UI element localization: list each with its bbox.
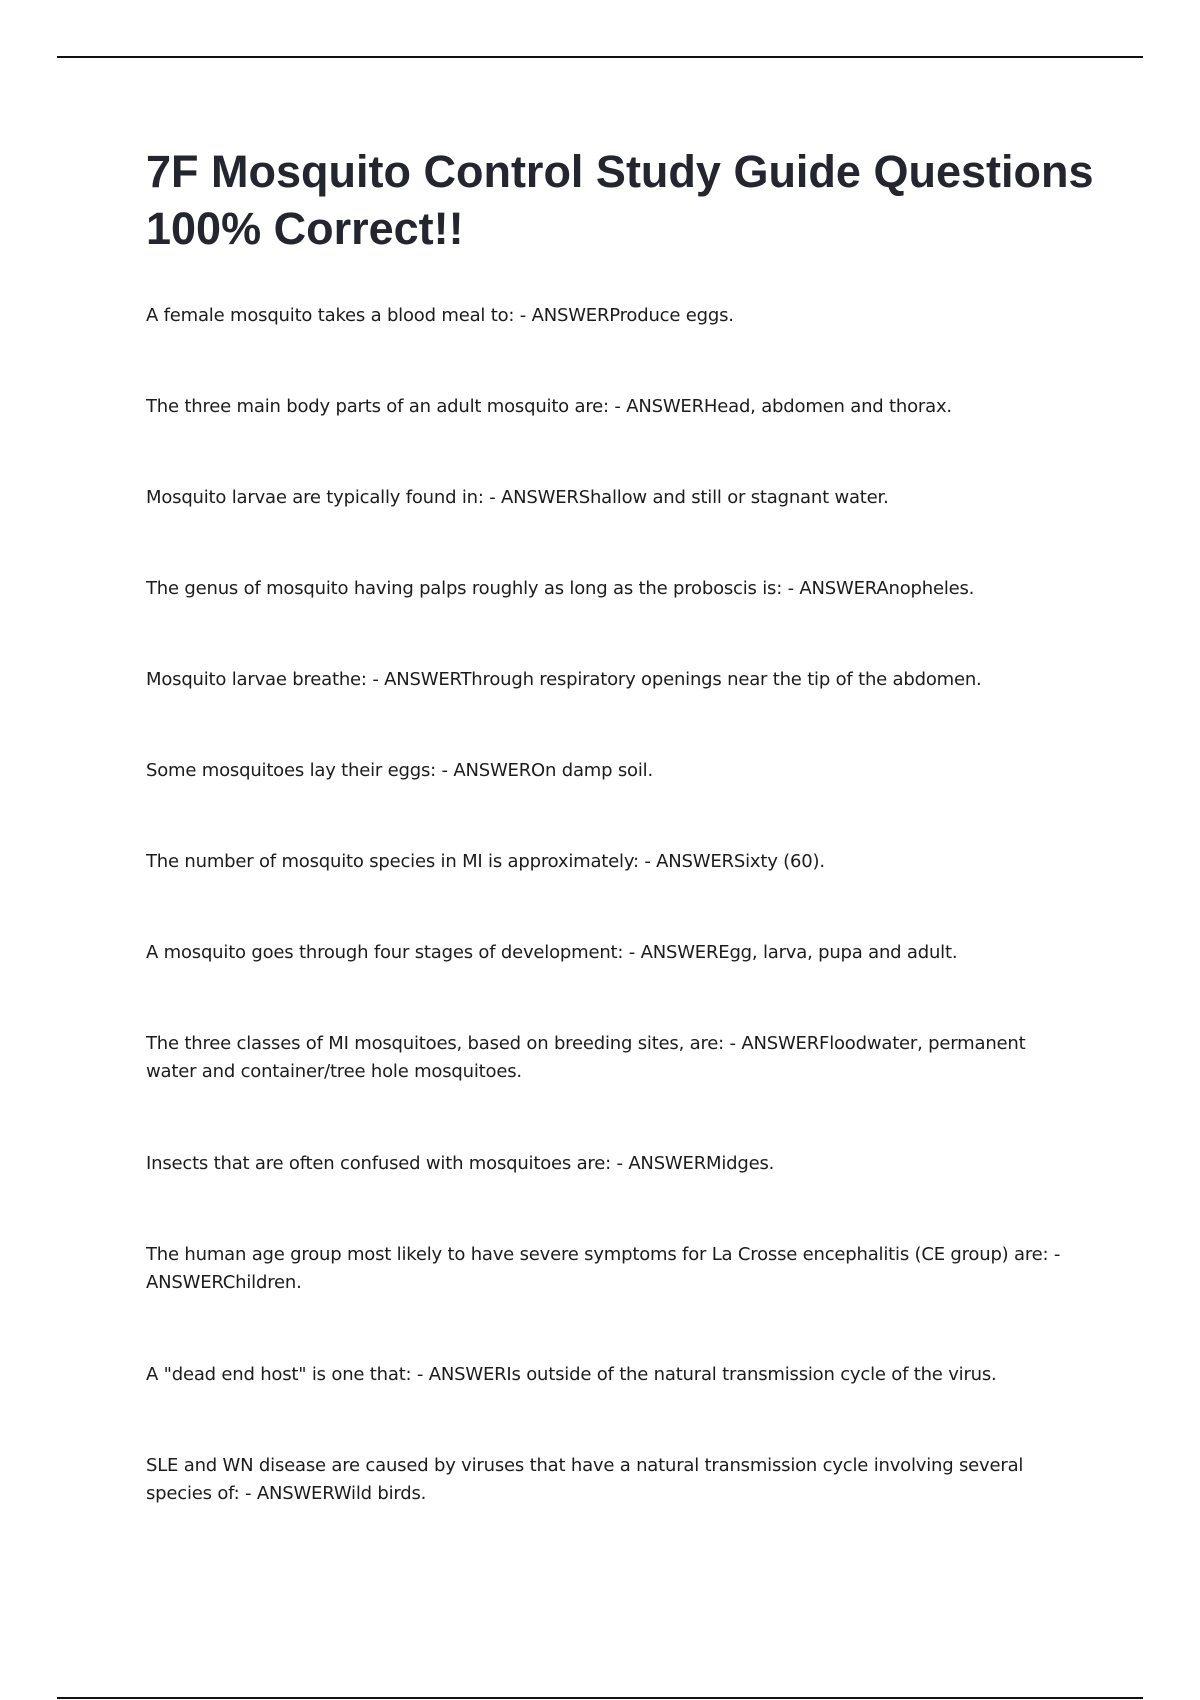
qa-item: The genus of mosquito having palps roughly as long as the proboscis is: - ANSWERAnopheles. — [146, 578, 975, 599]
bottom-rule — [57, 1697, 1143, 1699]
qa-item: A mosquito goes through four stages of development: - ANSWEREgg, larva, pupa and adult. — [146, 942, 958, 963]
document-title: 7F Mosquito Control Study Guide Questions 100% Correct!! — [146, 146, 1094, 254]
qa-item: The three main body parts of an adult mosquito are: - ANSWERHead, abdomen and thorax. — [146, 396, 952, 417]
qa-item: Mosquito larvae are typically found in: - ANSWERShallow and still or stagnant water. — [146, 487, 889, 508]
qa-item: A "dead end host" is one that: - ANSWERIs outside of the natural transmission cycle of the virus. — [146, 1364, 997, 1385]
qa-item: A female mosquito takes a blood meal to: - ANSWERProduce eggs. — [146, 305, 734, 326]
qa-item: The human age group most likely to have severe symptoms for La Crosse encephalitis (CE group) are: - ANSWERChildren. — [146, 1244, 1061, 1293]
qa-item: The number of mosquito species in MI is approximately: - ANSWERSixty (60). — [146, 851, 825, 872]
qa-item: The three classes of MI mosquitoes, based on breeding sites, are: - ANSWERFloodwater, permanent water and container/tree hole mosquitoes. — [146, 1033, 1026, 1082]
top-rule — [57, 56, 1143, 58]
qa-item: SLE and WN disease are caused by viruses that have a natural transmission cycle involving several species of: - ANSWERWild birds. — [146, 1455, 1024, 1504]
qa-item: Some mosquitoes lay their eggs: - ANSWEROn damp soil. — [146, 760, 653, 781]
qa-item: Mosquito larvae breathe: - ANSWERThrough respiratory openings near the tip of the abdomen. — [146, 669, 982, 690]
qa-item: Insects that are often confused with mosquitoes are: - ANSWERMidges. — [146, 1153, 775, 1174]
qa-list — [146, 302, 1066, 1508]
